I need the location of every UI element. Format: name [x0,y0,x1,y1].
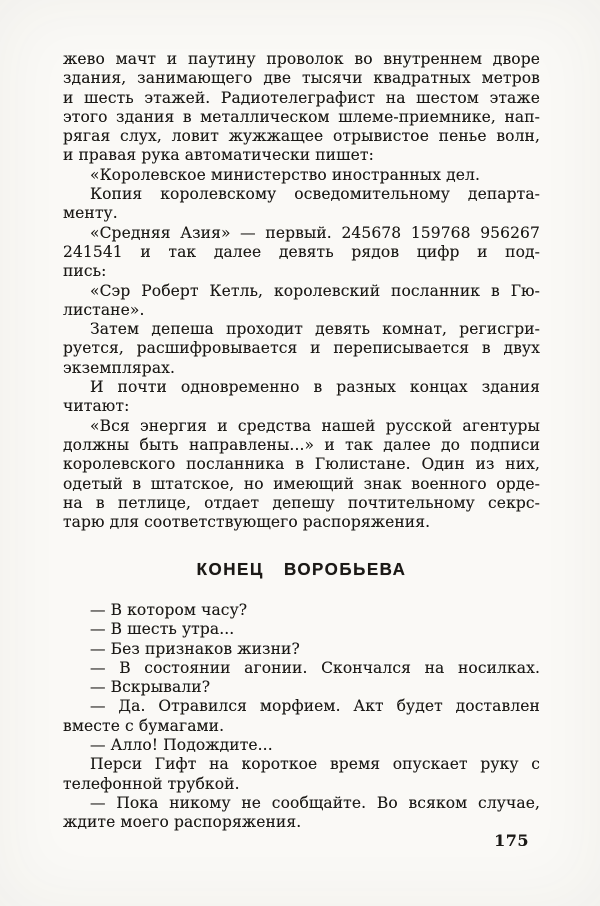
text-line: Перси Гифт на короткое время опускает руку с [90,755,540,774]
text-line: 241541 и так далее девять рядов цифр и под- [63,242,540,261]
text-line: телефонной трубкой. [63,774,240,793]
text-line: «Средняя Азия» — первый. 245678 159768 956267 [90,223,540,242]
text-line: пись: [63,262,107,281]
text-line: экземплярах. [63,358,176,377]
text-line: ждите моего распоряжения. [63,813,302,832]
text-line: — В состоянии агонии. Скончался на носилках. [90,658,540,677]
text-line: одетый в штатское, но имеющий знак военного орде- [63,474,540,493]
text-line: на в петлице, отдает депешу почтительному секрс- [63,493,540,512]
text-line: менту. [63,204,118,223]
text-line: королевского посланника в Гюлистане. Один из них, [63,455,540,474]
text-line: рягая слух, ловит жужжащее отрывистое пенье волн, [63,127,540,146]
text-line: здания, занимающего две тысячи квадратных метров [63,69,540,88]
text-line: руется, расшифровывается и переписывается в двух [63,339,540,358]
text-line: — Алло! Подождите... [90,736,273,755]
text-line: — Вскрывали? [90,678,211,697]
text-line: «Вся энергия и средства нашей русской агентуры [90,416,540,435]
text-line: вместе с бумагами. [63,716,225,735]
page-number: 175 [494,831,529,850]
text-line: И почти одновременно в разных концах здания [90,378,540,397]
text-line: — В котором часу? [90,601,248,619]
text-line: Затем депеша проходит девять комнат, регисгри- [90,320,540,339]
text-line: должны быть направлены...» и так далее до подписи [63,435,540,454]
text-line: читают: [63,397,130,416]
text-line: тарю для соответствующего распоряжения. [63,513,431,532]
text-line: этого здания в металлическом шлеме-приемнике, нап- [63,107,540,126]
dialogue-text-block [63,601,540,833]
text-line: жево мачт и паутину проволок во внутреннем дворе [63,50,540,68]
body-text-block [63,50,540,532]
text-line: — Пока никому не сообщайте. Во всяком случае, [90,793,540,812]
text-line: — Да. Отравился морфием. Акт будет доставлен [90,697,540,716]
text-line: «Королевское министерство иностранных дел. [90,165,481,184]
section-heading: КОНЕЦ ВОРОБЬЕВА [196,559,407,580]
text-line: и шесть этажей. Радиотелеграфист на шестом этаже [63,88,540,107]
text-line: — Без признаков жизни? [90,639,300,658]
text-line: листане». [63,300,145,319]
text-line: «Сэр Роберт Кетль, королевский посланник в Гю- [90,281,540,300]
text-line: Копия королевскому осведомительному департа- [90,185,540,204]
text-line: и правая рука автоматически пишет: [63,146,374,165]
text-line: — В шесть утра... [90,620,235,639]
